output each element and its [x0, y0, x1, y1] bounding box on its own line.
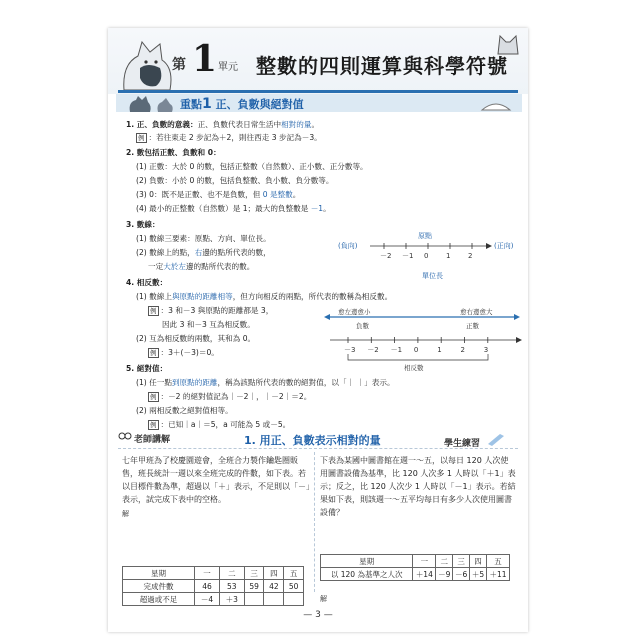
point-5-1: (1) 任一點到原點的距離，稱為該點所代表的數的絕對值，以「｜ ｜」表示。 [136, 378, 395, 387]
point-5-title: 5. 絕對值： [126, 364, 168, 373]
example-tag: 例 [150, 421, 157, 429]
point-4-example-1-cont: 因此 3 和－3 互為相反數。 [162, 320, 255, 329]
example-tag: 例 [150, 307, 157, 315]
table-cell: 50 [284, 580, 304, 593]
table-cell: ＋14 [413, 568, 436, 581]
table-cell: －9 [436, 568, 453, 581]
practice-title: 1. 用正、負數表示相對的量 [244, 434, 381, 447]
number-line-diagram [336, 228, 526, 284]
neg-direction-label: (負向) [338, 242, 358, 250]
section-bar [116, 94, 522, 112]
teacher-problem-text: 七年甲班為了校慶園遊會，全班合力製作鑰匙圈販售，班長統計一週以來全班完成的件數，如下表。若以目標件數為準，超過以「＋」表示，不足則以「－」表示，試完成下表中的空格。 [122, 456, 310, 504]
example-tag: 例 [150, 393, 157, 401]
table-cell: －4 [195, 593, 220, 606]
table-cell: 五 [486, 555, 509, 568]
column-separator [314, 452, 315, 592]
point-1-example: 例 ：若往東走 2 步記為＋2，則往西走 3 步記為－3。 [138, 133, 322, 142]
chapter-title: 整數的四則運算與科學符號 [256, 54, 508, 78]
tick-label: 3 [483, 346, 489, 354]
table-cell: －6 [453, 568, 470, 581]
table-cell: 五 [284, 567, 304, 580]
section-title: 正、負數與絕對值 [215, 98, 304, 111]
teacher-table [122, 566, 304, 606]
table-cell: 三 [453, 555, 470, 568]
point-4-1: (1) 數線上與原點的距離相等，但方向相反的兩點，所代表的數稱為相反數。 [136, 292, 393, 301]
negative-label: 負數 [356, 322, 369, 330]
table-cell [244, 593, 264, 606]
tick-label: －2 [380, 252, 392, 260]
pencil-icon [486, 432, 508, 446]
point-2-1: (1) 正數：大於 0 的數，包括正整數（自然數）、正小數、正分數等。 [136, 162, 368, 171]
unit-suffix: 單元 [218, 62, 238, 73]
point-3-title: 3. 數線： [126, 220, 160, 229]
point-2-3: (3) 0：既不是正數、也不是負數，但 0 是整數。 [136, 190, 301, 199]
unit-length-label: 單位長 [422, 272, 443, 280]
positive-label: 正數 [466, 322, 479, 330]
table-cell: 星期 [321, 555, 413, 568]
unit-prefix: 第 [172, 57, 186, 73]
tick-label: －1 [390, 346, 403, 354]
section-key-number: 1 [202, 96, 212, 112]
table-cell: 以 120 為基準之人次 [321, 568, 413, 581]
point-2-title: 2. 數包括正數、負數和 0： [126, 148, 221, 157]
point-4-title: 4. 相反數： [126, 278, 168, 287]
table-cell: 二 [436, 555, 453, 568]
example-tag: 例 [150, 349, 157, 357]
tick-label: 0 [424, 252, 429, 260]
table-cell: 超過或不足 [123, 593, 195, 606]
point-4-example-1: 例 ：3 和－3 與原點的距離都是 3， [150, 306, 274, 315]
table-cell: 三 [244, 567, 264, 580]
table-cell: 53 [219, 580, 244, 593]
table-cell: 46 [195, 580, 220, 593]
teacher-icon [118, 430, 132, 442]
opposite-label: 相反數 [404, 364, 424, 372]
header-rule [118, 90, 518, 93]
unit-number: 1 [192, 38, 218, 80]
student-header-row [321, 555, 510, 568]
table-cell: 星期 [123, 567, 195, 580]
point-4-2: (2) 互為相反數的兩數，其和為 0。 [136, 334, 256, 343]
tick-label: 2 [460, 346, 465, 354]
tick-label: 1 [437, 346, 442, 354]
table-cell: 一 [413, 555, 436, 568]
tick-label: 0 [413, 346, 419, 354]
opposite-number-line-diagram [320, 304, 526, 374]
point-2-4: (4) 最小的正整數（自然數）是 1；最大的負整數是 －1。 [136, 204, 331, 213]
left-smaller-label: 愈左邊愈小 [338, 308, 371, 316]
teacher-label: 老師講解 [134, 435, 171, 445]
table-cell [264, 593, 284, 606]
table-cell: ＋3 [219, 593, 244, 606]
example-tag: 例 [138, 134, 145, 142]
table-cell: 42 [264, 580, 284, 593]
cat-head-corner-icon [494, 28, 522, 56]
table-cell: 四 [470, 555, 487, 568]
table-cell: ＋5 [470, 568, 487, 581]
student-problem [320, 454, 516, 519]
point-3-2-cont: 一定大於左邊的點所代表的數。 [148, 262, 255, 271]
pos-direction-label: (正向) [494, 242, 514, 250]
right-bigger-label: 愈右邊愈大 [460, 308, 493, 316]
cat-illustration-icon [120, 34, 174, 90]
point-4-example-2: 例 ：3＋(－3)＝0。 [150, 348, 219, 357]
student-values-row [321, 568, 510, 581]
point-5-example-1: 例 ：－2 的絕對值記為｜－2｜，｜－2｜＝2。 [150, 392, 312, 401]
table-cell: 59 [244, 580, 264, 593]
practice-divider [118, 448, 518, 449]
point-5-2: (2) 兩相反數之絕對值相等。 [136, 406, 233, 415]
textbook-page [108, 28, 528, 632]
point-2-2: (2) 負數：小於 0 的數，包括負整數、負小數、負分數等。 [136, 176, 334, 185]
tick-label: 1 [446, 252, 451, 260]
tick-label: 2 [468, 252, 473, 260]
point-3-1: (1) 數線三要素：原點、方向、單位長。 [136, 234, 271, 243]
section-key-label: 重點 [180, 98, 202, 111]
table-cell: 四 [264, 567, 284, 580]
page-number: — 3 — [303, 610, 333, 620]
student-label: 學生練習 [444, 439, 481, 449]
teacher-header-row [123, 567, 304, 580]
table-cell: 完成件數 [123, 580, 195, 593]
tick-label: －2 [367, 346, 379, 354]
point-5-example-2: 例 ：已知｜a｜＝5，a 可能為 5 或－5。 [150, 420, 291, 429]
teacher-answer-tag: 解 [122, 510, 129, 518]
tick-label: －3 [344, 346, 356, 354]
origin-label: 原點 [418, 232, 432, 240]
point-3-2: (2) 數線上的點，右邊的點所代表的數， [136, 248, 271, 257]
table-cell: 一 [195, 567, 220, 580]
point-1: 1. 正、負數的意義：正、負數代表日常生活中相對的量。 [126, 120, 320, 129]
bowl-decoration-icon [476, 94, 516, 112]
teacher-completed-row [123, 580, 304, 593]
table-cell: ＋11 [486, 568, 509, 581]
table-cell: 二 [219, 567, 244, 580]
tick-label: －1 [402, 252, 414, 260]
cat-decoration-icon [122, 94, 182, 112]
table-cell [284, 593, 304, 606]
student-answer-tag: 解 [320, 595, 327, 603]
section-heading [180, 96, 304, 112]
student-problem-text: 下表為某國中圖書館在週一～五，以每日 120 人次使用圖書設備為基準，比 120 人次多 1 人時以「＋1」表示；反之，比 120 人次少 1 人時以「－1」表示。若結果如下表，則該週一～五平均每日有多少人次使用圖書設備？ [320, 456, 516, 517]
teacher-difference-row [123, 593, 304, 606]
teacher-problem [122, 454, 312, 521]
student-table [320, 554, 510, 581]
